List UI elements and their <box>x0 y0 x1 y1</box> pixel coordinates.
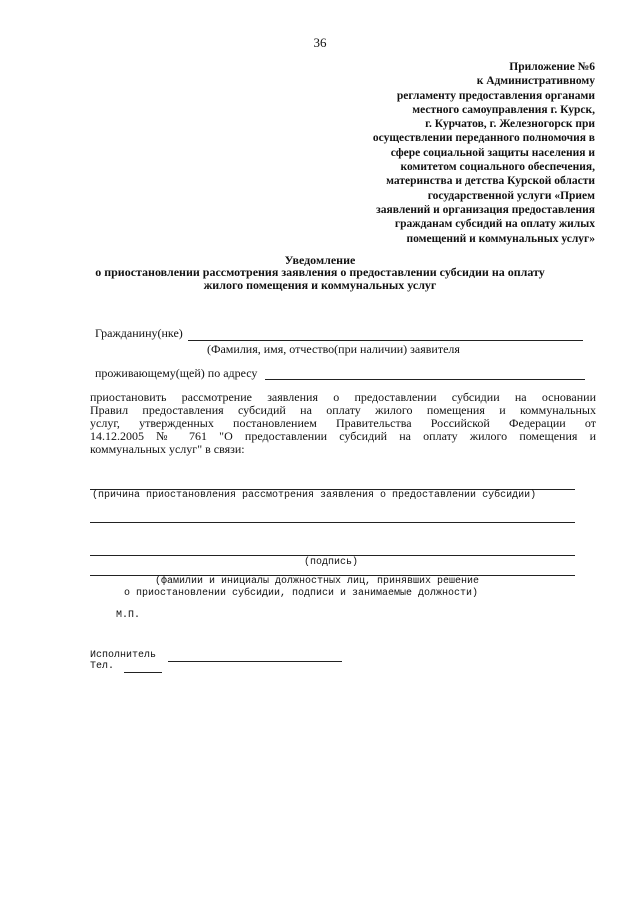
appendix-line: сфере социальной защиты населения и <box>390 146 595 159</box>
body-line: услуг, утвержденных постановлением Правительства Российской Федерации от <box>90 416 596 430</box>
phone-label: Тел. <box>90 661 115 672</box>
appendix-line: заявлений и организация предоставления <box>376 203 595 216</box>
appendix-line: регламенту предоставления органами <box>396 89 595 102</box>
address-label: проживающему(щей) по адресу <box>95 366 258 380</box>
reason-caption: (причина приостановления рассмотрения заявления о предоставлении субсидии) <box>92 490 537 501</box>
appendix-line: государственной услуги «Прием <box>427 189 595 202</box>
address-field[interactable] <box>265 379 585 380</box>
body-line: коммунальных услуг" в связи: <box>90 442 245 456</box>
appendix-line: помещений и коммунальных услуг» <box>406 232 595 245</box>
citizen-name-caption: (Фамилия, имя, отчество(при наличии) заявителя <box>207 342 460 356</box>
appendix-line: материнства и детства Курской области <box>386 175 595 188</box>
executor-field[interactable] <box>168 661 342 662</box>
signature-field[interactable] <box>90 555 575 556</box>
body-line: 14.12.2005 № 761 "О предоставлении субсидий на оплату жилого помещения и <box>90 429 596 443</box>
citizen-label: Гражданину(нке) <box>95 326 183 340</box>
appendix-line: комитетом социального обеспечения, <box>400 161 595 174</box>
appendix-line: г. Курчатов, г. Железногорск при <box>425 118 595 131</box>
notice-title: Уведомление <box>284 253 356 267</box>
notice-subtitle-line: жилого помещения и коммунальных услуг <box>203 278 437 292</box>
reason-field-line-2[interactable] <box>90 522 575 523</box>
executor-label: Исполнитель <box>90 650 157 661</box>
officials-caption-line: (фамилии и инициалы должностных лиц, принявших решение <box>155 576 480 587</box>
appendix-line: местного самоуправления г. Курск, <box>412 103 595 116</box>
appendix-line: осуществлении переданного полномочия в <box>372 132 595 145</box>
appendix-line: к Административному <box>476 75 595 88</box>
officials-caption-line: о приостановлении субсидии, подписи и занимаемые должности) <box>124 588 479 599</box>
citizen-name-field[interactable] <box>188 340 583 341</box>
page-number: 36 <box>313 35 327 50</box>
notice-subtitle-line: о приостановлении рассмотрения заявления о предоставлении субсидии на оплату <box>95 265 545 279</box>
body-line: Правил предоставления субсидий на оплату жилого помещения и коммунальных <box>90 403 596 417</box>
signature-caption: (подпись) <box>304 557 359 568</box>
notice-body <box>90 391 596 456</box>
appendix-line: Приложение №6 <box>509 61 595 73</box>
appendix-line: гражданам субсидий на оплату жилых <box>394 218 595 231</box>
phone-field[interactable] <box>124 672 162 673</box>
body-line: приостановить рассмотрение заявления о предоставлении субсидии на основании <box>90 390 596 404</box>
notice-subtitle <box>0 266 640 292</box>
appendix-header <box>373 60 595 246</box>
stamp-label: М.П. <box>116 610 141 621</box>
